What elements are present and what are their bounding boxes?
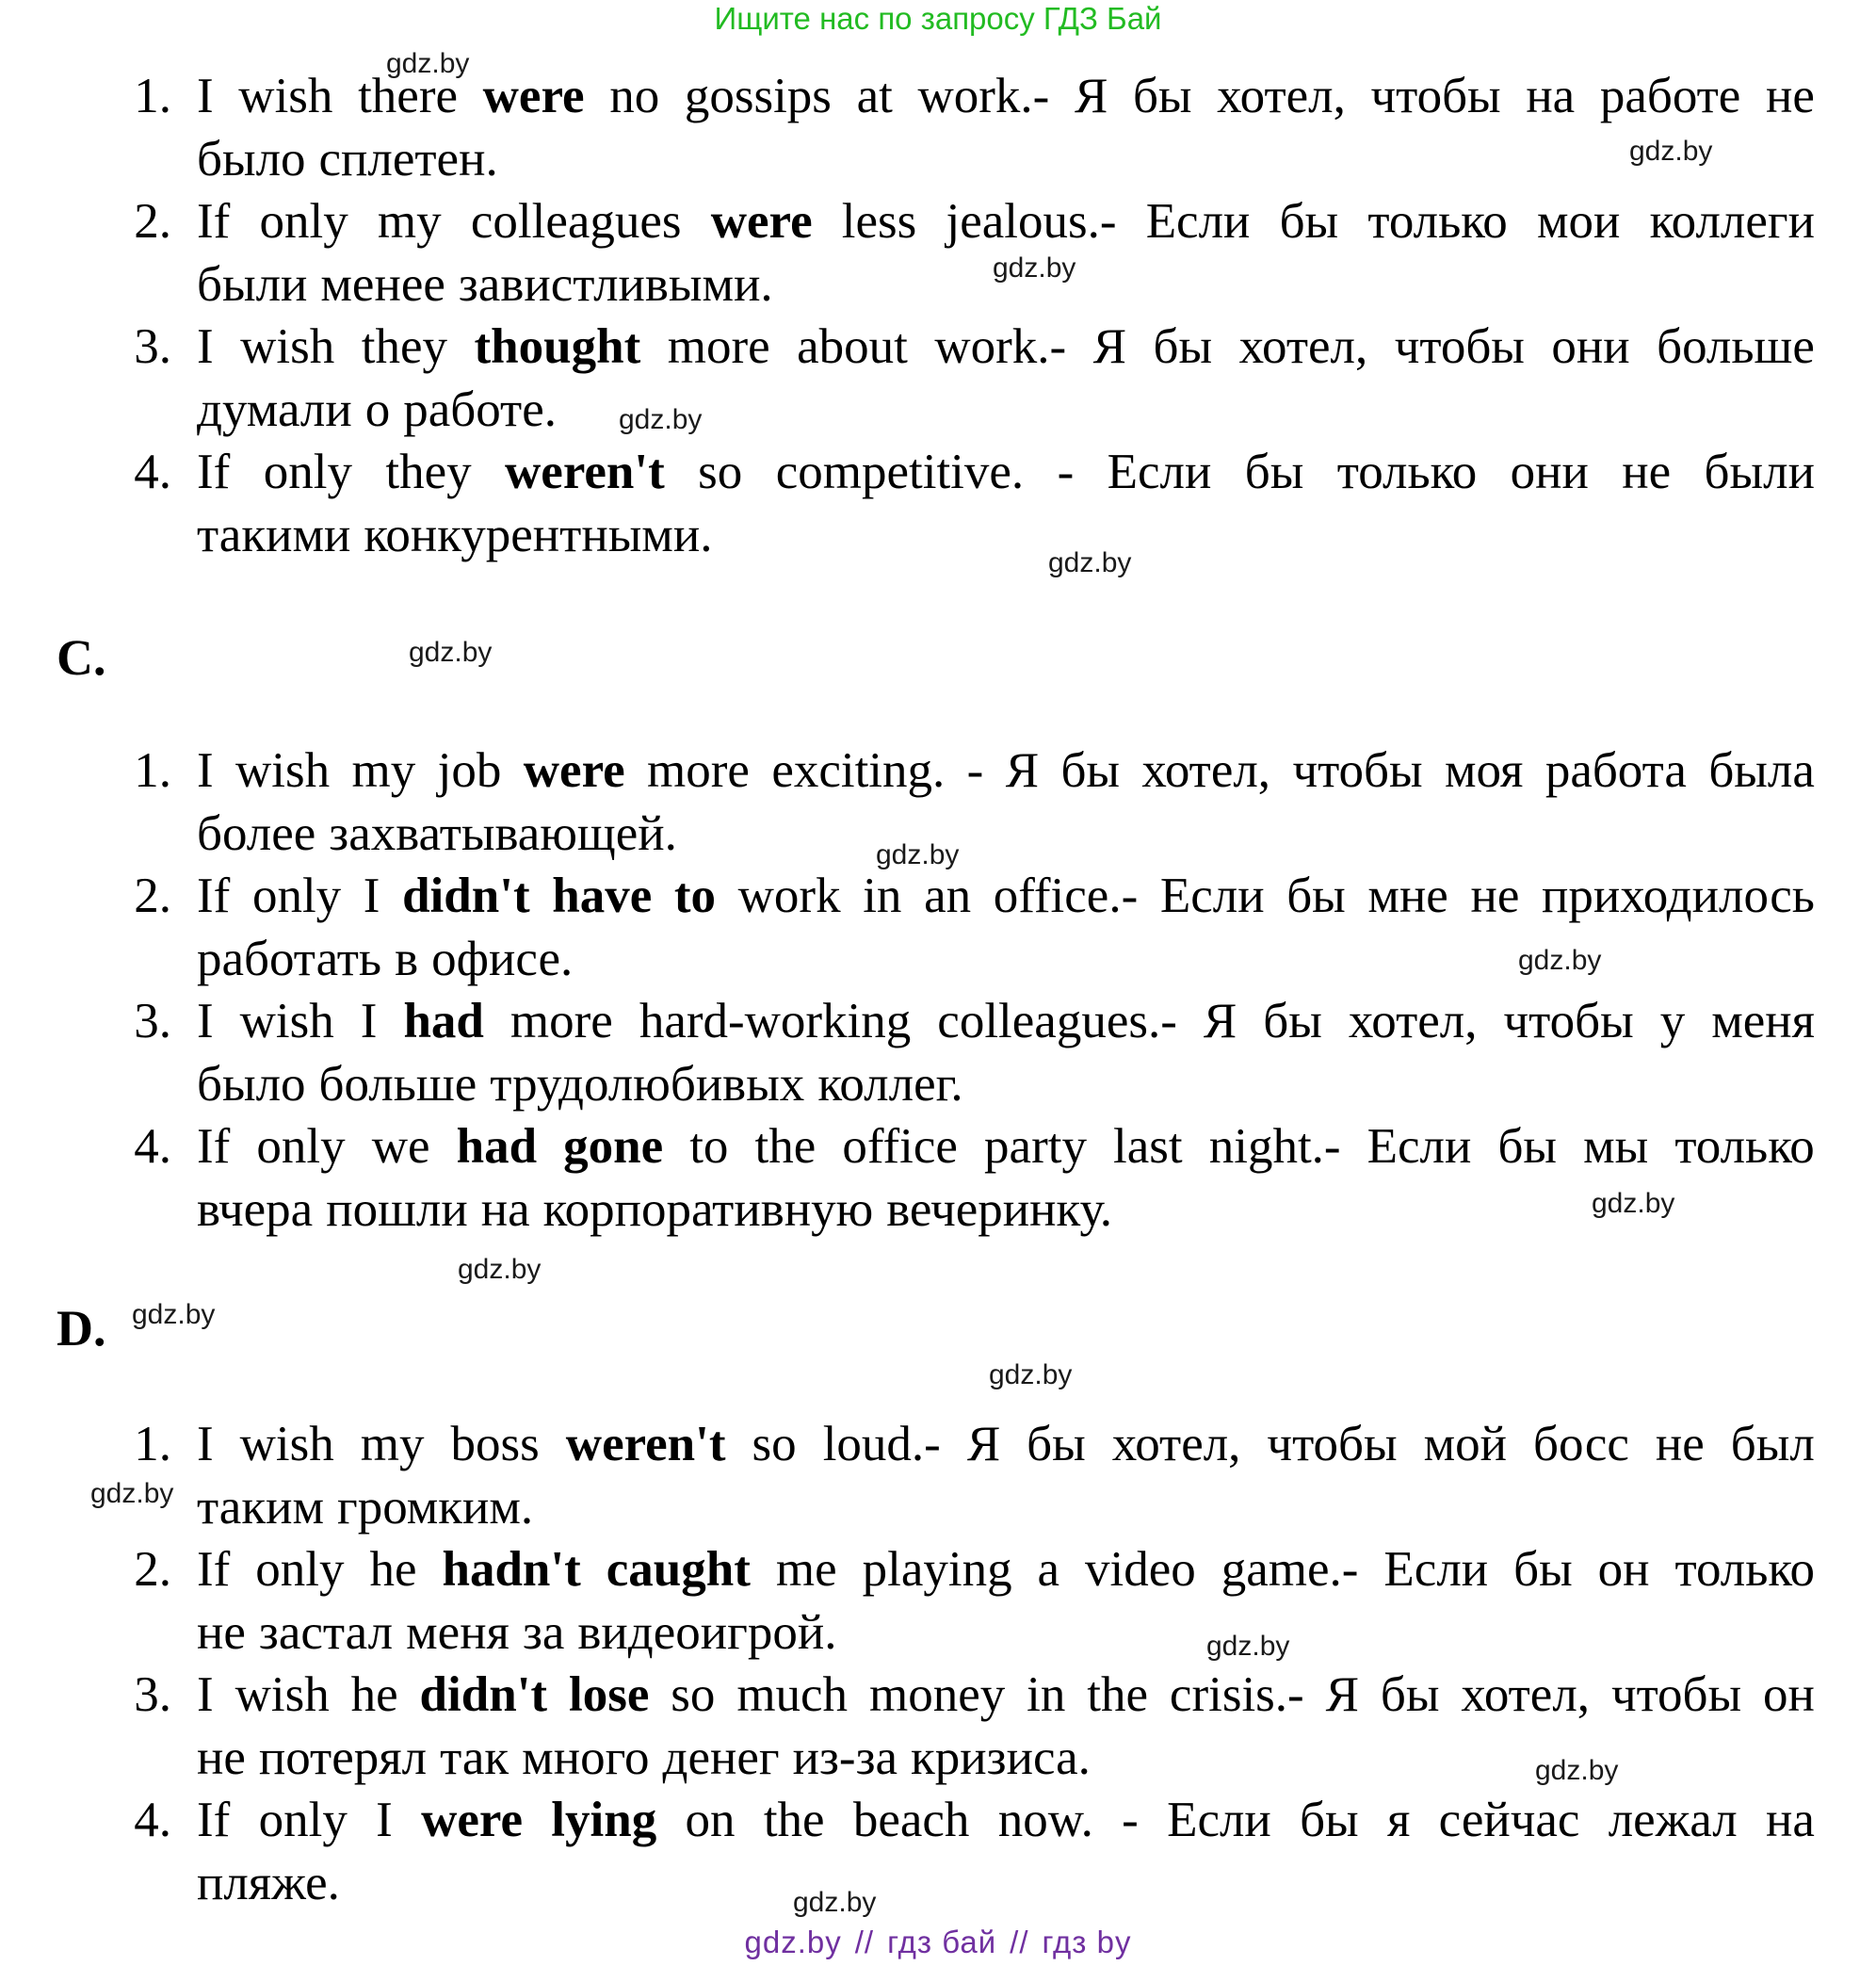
section-letter-c: C. <box>57 629 106 686</box>
translation-line <box>197 504 1815 567</box>
word: о <box>364 382 391 437</box>
word: more <box>509 994 613 1048</box>
translation-line <box>197 1178 1815 1242</box>
sentence-line <box>197 1789 1815 1852</box>
word: they <box>361 319 448 374</box>
translation-line <box>197 1852 1815 1915</box>
word: чтобы <box>1503 994 1634 1048</box>
word: wish <box>239 994 334 1048</box>
word: работа <box>1544 743 1687 798</box>
word: no <box>609 69 660 123</box>
word: the <box>763 1793 825 1847</box>
word: boss <box>450 1417 540 1471</box>
word: Я <box>1203 994 1237 1048</box>
word: my <box>360 1417 425 1471</box>
list-item <box>0 990 1876 1116</box>
word: If <box>197 1119 231 1174</box>
header-banner: Ищите нас по запросу ГДЗ Бай <box>714 1 1162 36</box>
word: было <box>197 1057 306 1112</box>
word: корпоративную <box>542 1182 874 1237</box>
word: не <box>197 1605 246 1660</box>
word: last <box>1113 1119 1183 1174</box>
word: playing <box>862 1542 1012 1597</box>
word: не <box>1765 69 1815 123</box>
word: так <box>440 1730 509 1785</box>
word: бы <box>1132 69 1192 123</box>
word: we <box>371 1119 430 1174</box>
sentence-line <box>197 190 1815 253</box>
watermark: gdz.by <box>386 48 470 79</box>
word: to <box>689 1119 729 1174</box>
sentence-line <box>197 441 1815 504</box>
word: сплетен. <box>318 132 498 187</box>
watermark: gdz.by <box>993 252 1076 284</box>
word: me <box>775 1542 837 1597</box>
word: завистливыми. <box>458 257 773 312</box>
translation-line <box>197 128 1815 191</box>
word: пляже. <box>197 1856 340 1910</box>
word: чтобы <box>1267 1417 1398 1471</box>
highlighted-word: weren't <box>565 1417 726 1471</box>
list-item <box>0 316 1876 442</box>
word: he <box>369 1542 417 1597</box>
word: бы <box>1380 1667 1440 1722</box>
word: wish <box>240 319 335 374</box>
word: party <box>984 1119 1087 1174</box>
highlighted-word: gone <box>563 1119 664 1174</box>
watermark: gdz.by <box>619 404 703 435</box>
word: за <box>522 1605 565 1660</box>
section-letter-d: D. <box>57 1300 106 1357</box>
word: чтобы <box>1370 69 1501 123</box>
word: only <box>251 869 342 923</box>
translation-line <box>197 1601 1815 1665</box>
word: work.- <box>934 319 1067 374</box>
item-number: 2. <box>134 1542 171 1597</box>
word: he <box>350 1667 398 1722</box>
word: more <box>647 743 750 798</box>
word: Если <box>1107 445 1212 499</box>
word: Если <box>1367 1119 1472 1174</box>
sentence-line <box>197 316 1815 379</box>
word: the <box>754 1119 817 1174</box>
sentence-line <box>197 990 1815 1053</box>
word: jealous.- <box>946 194 1117 249</box>
word: потерял <box>258 1730 428 1785</box>
word: only <box>255 1542 345 1597</box>
word: wish <box>239 1417 334 1471</box>
word: only <box>258 1793 348 1847</box>
word: on <box>685 1793 736 1847</box>
word: gossips <box>684 69 832 123</box>
word: hard-working <box>639 994 912 1048</box>
word: хотел, <box>1217 69 1346 123</box>
translation-line <box>197 379 1815 442</box>
word: был <box>1730 1417 1815 1471</box>
word: были <box>1704 445 1815 499</box>
word: Я <box>1092 319 1127 374</box>
word: If <box>197 194 231 249</box>
word: crisis.- <box>1169 1667 1304 1722</box>
word: чтобы <box>1394 319 1525 374</box>
word: они <box>1510 445 1589 499</box>
word: Если <box>1383 1542 1489 1597</box>
word: less <box>841 194 917 249</box>
translation-line <box>197 1053 1815 1116</box>
word: Если <box>1167 1793 1271 1847</box>
watermark: gdz.by <box>1048 547 1132 578</box>
watermark: gdz.by <box>1535 1755 1619 1786</box>
highlighted-word: were <box>523 743 625 798</box>
footer-part: gdz.by <box>744 1925 842 1959</box>
word: I <box>197 1667 214 1722</box>
word: a <box>1037 1542 1060 1597</box>
word: конкурентными. <box>364 508 713 562</box>
item-number: 3. <box>134 994 171 1048</box>
sentence-line <box>197 739 1815 803</box>
word: больше <box>318 1057 477 1112</box>
word: бы <box>1060 743 1121 798</box>
word: хотел, <box>1111 1417 1241 1471</box>
word: бы <box>1497 1119 1558 1174</box>
highlighted-word: thought <box>474 319 641 374</box>
watermark: gdz.by <box>793 1887 877 1918</box>
word: wish <box>234 1667 330 1722</box>
highlighted-word: have <box>552 869 653 923</box>
footer-links <box>0 1922 1876 1963</box>
footer-part: гдз by <box>1042 1925 1132 1959</box>
word: бы <box>1279 194 1339 249</box>
word: только <box>1336 445 1478 499</box>
word: не <box>1622 445 1672 499</box>
word: I <box>360 994 378 1048</box>
word: была <box>1708 743 1815 798</box>
list-item <box>0 190 1876 317</box>
word: only <box>259 194 348 249</box>
item-number: 2. <box>134 869 171 923</box>
watermark: gdz.by <box>132 1299 216 1330</box>
word: коллеги <box>1649 194 1815 249</box>
word: Я <box>966 1417 1001 1471</box>
highlighted-word: were <box>482 69 585 123</box>
word: чтобы <box>1610 1667 1742 1722</box>
sentence-line <box>197 1115 1815 1178</box>
watermark: gdz.by <box>989 1359 1073 1390</box>
word: бы <box>1286 869 1346 923</box>
word: only <box>256 1119 346 1174</box>
word: competitive. <box>775 445 1025 499</box>
word: there <box>358 69 459 123</box>
word: офисе. <box>431 932 574 986</box>
word: money <box>868 1667 1006 1722</box>
list-item <box>0 65 1876 191</box>
word: - <box>1122 1793 1139 1847</box>
word: хотел, <box>1461 1667 1591 1722</box>
word: были <box>197 257 308 312</box>
word: чтобы <box>1292 743 1423 798</box>
word: больше <box>1657 319 1815 374</box>
word: If <box>197 869 231 923</box>
word: wish <box>238 69 333 123</box>
watermark: gdz.by <box>1518 945 1602 976</box>
item-number: 3. <box>134 1667 171 1722</box>
word: they <box>385 445 472 499</box>
word: video <box>1085 1542 1196 1597</box>
word: работе. <box>403 382 557 437</box>
word: из-за <box>792 1730 898 1785</box>
highlighted-word: didn't <box>419 1667 548 1722</box>
word: босс <box>1533 1417 1629 1471</box>
word: If <box>197 445 231 499</box>
word: громким. <box>336 1480 534 1535</box>
highlighted-word: had <box>456 1119 538 1174</box>
sentence-line <box>197 1538 1815 1601</box>
word: они <box>1551 319 1630 374</box>
word: about <box>797 319 908 374</box>
word: хотел, <box>1238 319 1368 374</box>
word: хотел, <box>1141 743 1271 798</box>
word: Если <box>1159 869 1265 923</box>
item-number: 2. <box>134 194 171 249</box>
word: меня <box>406 1605 509 1660</box>
word: office.- <box>993 869 1139 923</box>
word: работать <box>197 932 382 986</box>
word: вечеринку. <box>886 1182 1112 1237</box>
word: so <box>671 1667 716 1722</box>
item-number: 4. <box>134 1119 171 1174</box>
footer-separator: // <box>1010 1925 1029 1959</box>
word: на <box>480 1182 530 1237</box>
word: кризиса. <box>911 1730 1091 1785</box>
word: более <box>197 806 316 861</box>
word: сейчас <box>1438 1793 1580 1847</box>
word: I <box>197 994 214 1048</box>
footer-separator: // <box>854 1925 875 1959</box>
word: night.- <box>1208 1119 1341 1174</box>
list-item <box>0 441 1876 567</box>
sentence-line <box>197 1664 1815 1727</box>
word: Я <box>1074 69 1108 123</box>
word: он <box>1763 1667 1815 1722</box>
highlighted-word: weren't <box>505 445 665 499</box>
highlighted-word: didn't <box>402 869 530 923</box>
translation-line <box>197 803 1815 866</box>
word: my <box>351 743 416 798</box>
word: мне <box>1367 869 1448 923</box>
list-item <box>0 1538 1876 1665</box>
word: at <box>856 69 893 123</box>
word: colleagues <box>470 194 682 249</box>
word: у <box>1659 994 1686 1048</box>
word: только <box>1367 194 1508 249</box>
item-number: 3. <box>134 319 171 374</box>
word: an <box>924 869 972 923</box>
watermark: gdz.by <box>1592 1188 1675 1219</box>
word: только <box>1674 1542 1815 1597</box>
word: If <box>197 1793 231 1847</box>
word: вчера <box>197 1182 314 1237</box>
word: the <box>1087 1667 1149 1722</box>
word: бы <box>1263 994 1322 1048</box>
list-item <box>0 1115 1876 1242</box>
list-item <box>0 1789 1876 1915</box>
word: work <box>737 869 841 923</box>
highlighted-word: to <box>673 869 717 923</box>
word: beach <box>852 1793 970 1847</box>
word: только <box>1674 1119 1815 1174</box>
word: не <box>197 1730 246 1785</box>
word: Я <box>1005 743 1040 798</box>
highlighted-word: caught <box>606 1542 751 1597</box>
word: - <box>966 743 984 798</box>
word: game.- <box>1221 1542 1359 1597</box>
word: меня <box>1711 994 1815 1048</box>
word: only <box>263 445 352 499</box>
list-item <box>0 1413 1876 1539</box>
highlighted-word: had <box>403 994 484 1048</box>
word: I <box>376 1793 393 1847</box>
highlighted-word: were <box>421 1793 523 1847</box>
word: I <box>363 869 380 923</box>
word: приходилось <box>1541 869 1815 923</box>
word: so <box>698 445 743 499</box>
word: такими <box>197 508 351 562</box>
item-number: 1. <box>134 743 171 798</box>
watermark: gdz.by <box>90 1478 174 1509</box>
word: не <box>1470 869 1520 923</box>
word: бы <box>1300 1793 1359 1847</box>
watermark: gdz.by <box>409 637 493 668</box>
highlighted-word: lying <box>551 1793 657 1847</box>
word: now. <box>997 1793 1093 1847</box>
word: colleagues.- <box>937 994 1177 1048</box>
word: I <box>197 319 214 374</box>
word: моя <box>1445 743 1524 798</box>
word: in <box>1027 1667 1066 1722</box>
item-number: 1. <box>134 1417 171 1471</box>
word: my <box>377 194 442 249</box>
word: office <box>842 1119 958 1174</box>
word: работе <box>1599 69 1741 123</box>
word: хотел, <box>1348 994 1478 1048</box>
word: мои <box>1537 194 1621 249</box>
word: - <box>1057 445 1075 499</box>
footer-part: гдз бай <box>887 1925 997 1959</box>
word: мы <box>1583 1119 1649 1174</box>
word: job <box>437 743 502 798</box>
word: пошли <box>326 1182 468 1237</box>
word: на <box>1526 69 1576 123</box>
sentence-line <box>197 1413 1815 1476</box>
word: трудолюбивых <box>490 1057 805 1112</box>
word: бы <box>1027 1417 1086 1471</box>
word: бы <box>1153 319 1213 374</box>
word: бы <box>1244 445 1304 499</box>
word: лежал <box>1608 1793 1738 1847</box>
word: in <box>863 869 902 923</box>
word: думали <box>197 382 352 437</box>
highlighted-word: lose <box>568 1667 650 1722</box>
word: more <box>667 319 770 374</box>
watermark: gdz.by <box>1629 136 1713 167</box>
item-number: 4. <box>134 445 171 499</box>
word: я <box>1386 1793 1411 1847</box>
sentence-line <box>197 865 1815 928</box>
word: не <box>1655 1417 1705 1471</box>
watermark: gdz.by <box>458 1254 542 1285</box>
word: I <box>197 1417 214 1471</box>
item-number: 4. <box>134 1793 171 1847</box>
word: so <box>752 1417 797 1471</box>
translation-line <box>197 1476 1815 1539</box>
word: Если <box>1145 194 1251 249</box>
word: в <box>395 932 419 986</box>
word: мой <box>1423 1417 1508 1471</box>
item-number: 1. <box>134 69 171 123</box>
word: work.- <box>917 69 1050 123</box>
word: застал <box>258 1605 394 1660</box>
highlighted-word: were <box>710 194 813 249</box>
word: менее <box>320 257 445 312</box>
word: I <box>197 69 214 123</box>
word: If <box>197 1542 231 1597</box>
word: много <box>522 1730 650 1785</box>
word: на <box>1766 1793 1815 1847</box>
word: коллег. <box>817 1057 963 1112</box>
watermark: gdz.by <box>1206 1631 1290 1662</box>
word: much <box>736 1667 849 1722</box>
word: было <box>197 132 306 187</box>
word: таким <box>197 1480 324 1535</box>
word: захватывающей. <box>329 806 677 861</box>
word: он <box>1597 1542 1650 1597</box>
word: exciting. <box>771 743 946 798</box>
word: бы <box>1513 1542 1573 1597</box>
word: видеоигрой. <box>577 1605 837 1660</box>
word: loud.- <box>822 1417 941 1471</box>
word: Я <box>1325 1667 1359 1722</box>
highlighted-word: hadn't <box>442 1542 581 1597</box>
word: wish <box>235 743 331 798</box>
word: денег <box>662 1730 780 1785</box>
watermark: gdz.by <box>876 839 960 870</box>
word: I <box>197 743 214 798</box>
